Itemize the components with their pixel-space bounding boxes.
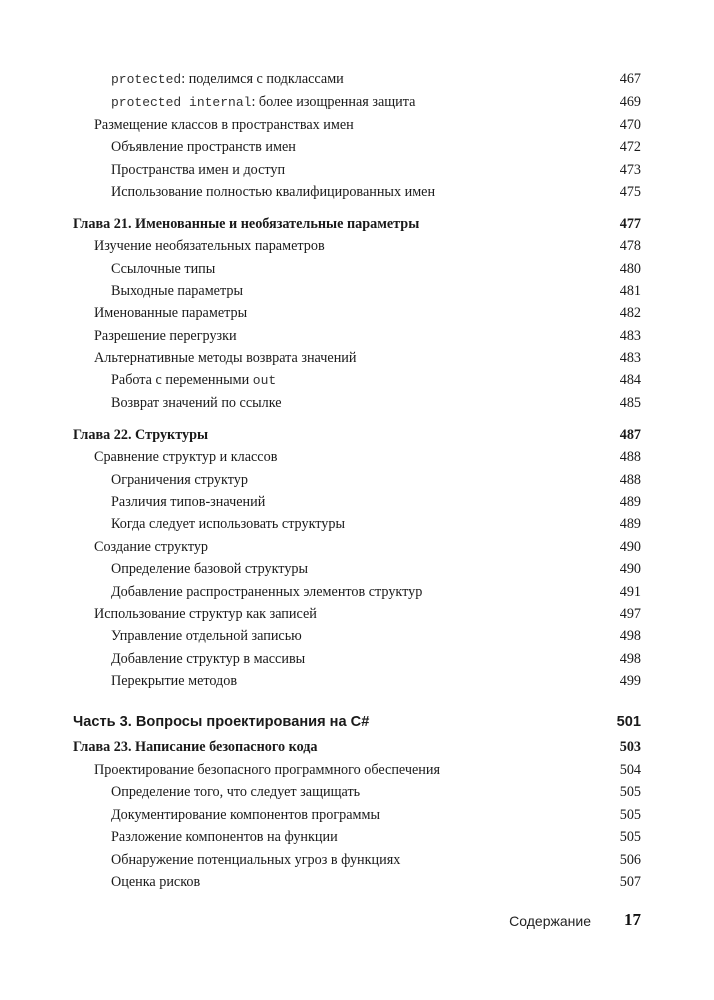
toc-entry (0, 235, 714, 257)
toc-page-number: 478 (619, 238, 641, 254)
toc-entry-title (73, 424, 208, 446)
toc-entry (0, 849, 714, 871)
title-text: Сравнение структур и классов (94, 449, 278, 465)
title-text: Различия типов-значений (111, 494, 266, 510)
toc-page-number: 470 (619, 117, 641, 133)
title-text: Размещение классов в пространствах имен (94, 117, 354, 133)
toc-entry-title (94, 446, 277, 468)
title-text: Определение того, что следует защищать (111, 784, 361, 800)
toc-page-number: 483 (619, 350, 641, 366)
toc-chapter-heading (0, 424, 714, 446)
title-text: Проектирование безопасного программного обеспечения (94, 762, 441, 778)
toc-entry (0, 513, 714, 535)
toc-entry-title (111, 625, 302, 647)
page-number: 17 (624, 910, 641, 929)
toc-entry-title (111, 871, 200, 893)
toc-entry-title (111, 91, 415, 114)
title-text: Глава 21. Именованные и необязательные параметры (73, 216, 420, 232)
toc-entry (0, 68, 714, 90)
toc-entry-title (111, 581, 422, 603)
toc-entry-title (94, 114, 354, 136)
page-footer (0, 912, 714, 936)
toc-page-number: 487 (619, 427, 641, 443)
toc-entry-title (111, 68, 344, 91)
toc-chapter-heading (0, 736, 714, 758)
toc-entry-title (94, 536, 208, 558)
title-text: Глава 22. Структуры (73, 427, 209, 443)
toc-entry (0, 392, 714, 414)
toc-page-number: 489 (619, 516, 641, 532)
toc-page-number: 505 (619, 829, 641, 845)
title-text: Использование полностью квалифицированных имен (111, 184, 436, 200)
title-text: Объявление пространств имен (111, 139, 296, 155)
toc-page-number: 490 (619, 539, 641, 555)
toc-entry (0, 558, 714, 580)
toc-entry-title (94, 759, 440, 781)
toc-entry-title (111, 781, 360, 803)
title-text: : поделимся с подклассами (181, 71, 344, 87)
title-text: Управление отдельной записью (111, 628, 302, 644)
toc-entry (0, 826, 714, 848)
title-text: Документирование компонентов программы (111, 807, 381, 823)
title-text: Создание структур (94, 539, 209, 555)
toc-entry (0, 469, 714, 491)
title-text: Ссылочные типы (111, 261, 216, 277)
toc-entry-title (111, 181, 435, 203)
title-text: Работа с переменными (111, 372, 253, 388)
toc-page-number: 507 (619, 874, 641, 890)
toc-page-number: 490 (619, 561, 641, 577)
toc-entry (0, 871, 714, 893)
toc-page-number: 506 (619, 852, 641, 868)
title-text: Перекрытие методов (111, 673, 238, 689)
code-term: out (252, 373, 277, 388)
toc-entry (0, 369, 714, 391)
title-text: Определение базовой структуры (111, 561, 309, 577)
toc-chapter-heading (0, 213, 714, 235)
toc-entry-title (111, 280, 243, 302)
title-text: Ограничения структур (111, 472, 248, 488)
title-text: Изучение необязательных параметров (94, 238, 325, 254)
toc-entry (0, 491, 714, 513)
title-text: Добавление структур в массивы (111, 651, 306, 667)
toc-entry (0, 181, 714, 203)
toc-entry-title (94, 302, 247, 324)
title-text: Именованные параметры (94, 305, 248, 321)
toc-entry (0, 804, 714, 826)
toc-entry-title (94, 325, 237, 347)
toc-entry (0, 136, 714, 158)
toc-page-number: 483 (619, 328, 641, 344)
toc-entry (0, 347, 714, 369)
toc-entry-title (111, 826, 338, 848)
toc-page-number: 481 (619, 283, 641, 299)
toc-entry-title (94, 347, 356, 369)
toc-page-number: 499 (619, 673, 641, 689)
title-text: Глава 23. Написание безопасного кода (73, 739, 318, 755)
title-text: Разрешение перегрузки (94, 328, 237, 344)
toc-entry-title (111, 513, 345, 535)
toc-page-number: 503 (619, 739, 641, 755)
toc-page-number: 504 (619, 762, 641, 778)
title-text: Обнаружение потенциальных угроз в функциях (111, 852, 401, 868)
toc-entry-title (111, 136, 296, 158)
running-header-label: Содержание (509, 913, 591, 929)
title-text: Когда следует использовать структуры (111, 516, 346, 532)
title-text: Возврат значений по ссылке (111, 395, 282, 411)
toc-entry-title (111, 392, 282, 414)
code-term: protected (111, 72, 182, 87)
toc-entry-title (111, 369, 276, 392)
toc-page-number: 501 (616, 714, 641, 730)
toc-entry-title (73, 736, 318, 758)
toc-entry (0, 91, 714, 113)
toc-page-number: 498 (619, 628, 641, 644)
toc-entry-title (111, 648, 305, 670)
toc-entry-title (94, 235, 325, 257)
toc-page-number: 475 (619, 184, 641, 200)
toc-page-number: 505 (619, 784, 641, 800)
toc-page-number: 467 (619, 71, 641, 87)
toc-entry (0, 280, 714, 302)
toc-page-number: 491 (619, 584, 641, 600)
title-text: Часть 3. Вопросы проектирования на C# (73, 714, 370, 730)
toc-entry (0, 759, 714, 781)
toc-entry (0, 648, 714, 670)
toc-entry (0, 159, 714, 181)
toc-entry (0, 781, 714, 803)
toc-entry (0, 603, 714, 625)
title-text: Разложение компонентов на функции (111, 829, 338, 845)
title-text: : более изощренная защита (251, 94, 416, 110)
title-text: Добавление распространенных элементов структур (111, 584, 423, 600)
title-text: Оценка рисков (111, 874, 201, 890)
toc-entry-title (111, 491, 265, 513)
toc-page-number: 489 (619, 494, 641, 510)
toc-entry (0, 302, 714, 324)
toc-entry-title (111, 469, 248, 491)
toc-page-number: 482 (619, 305, 641, 321)
toc-page-number: 505 (619, 807, 641, 823)
title-text: Альтернативные методы возврата значений (94, 350, 357, 366)
toc-entry-title (111, 804, 380, 826)
toc-page-number: 469 (619, 94, 641, 110)
toc-page-number: 480 (619, 261, 641, 277)
toc-entry (0, 114, 714, 136)
toc-page-number: 485 (619, 395, 641, 411)
toc-entry (0, 325, 714, 347)
toc-entry-title (111, 258, 215, 280)
toc-page-number: 477 (619, 216, 641, 232)
toc-entry-title (111, 558, 308, 580)
toc-entry-title (111, 849, 400, 871)
toc-page-number: 484 (619, 372, 641, 388)
toc-entry-title (111, 159, 285, 181)
toc-part-heading (0, 711, 714, 733)
toc-entry (0, 446, 714, 468)
title-text: Выходные параметры (111, 283, 243, 299)
title-text: Использование структур как записей (94, 606, 317, 622)
toc-entry (0, 536, 714, 558)
toc-entry-title (94, 603, 317, 625)
toc-page-number: 498 (619, 651, 641, 667)
toc-page-number: 488 (619, 449, 641, 465)
toc-entry (0, 625, 714, 647)
code-term: protected internal (111, 95, 252, 110)
toc-entry-title (111, 670, 237, 692)
toc-page-number: 472 (619, 139, 641, 155)
toc-entry (0, 670, 714, 692)
toc-entry (0, 581, 714, 603)
toc-entry (0, 258, 714, 280)
title-text: Пространства имен и доступ (111, 162, 286, 178)
toc-page-number: 497 (619, 606, 641, 622)
toc-page-number: 473 (619, 162, 641, 178)
toc-page-number: 488 (619, 472, 641, 488)
toc-entry-title (73, 711, 369, 733)
toc-entry-title (73, 213, 419, 235)
